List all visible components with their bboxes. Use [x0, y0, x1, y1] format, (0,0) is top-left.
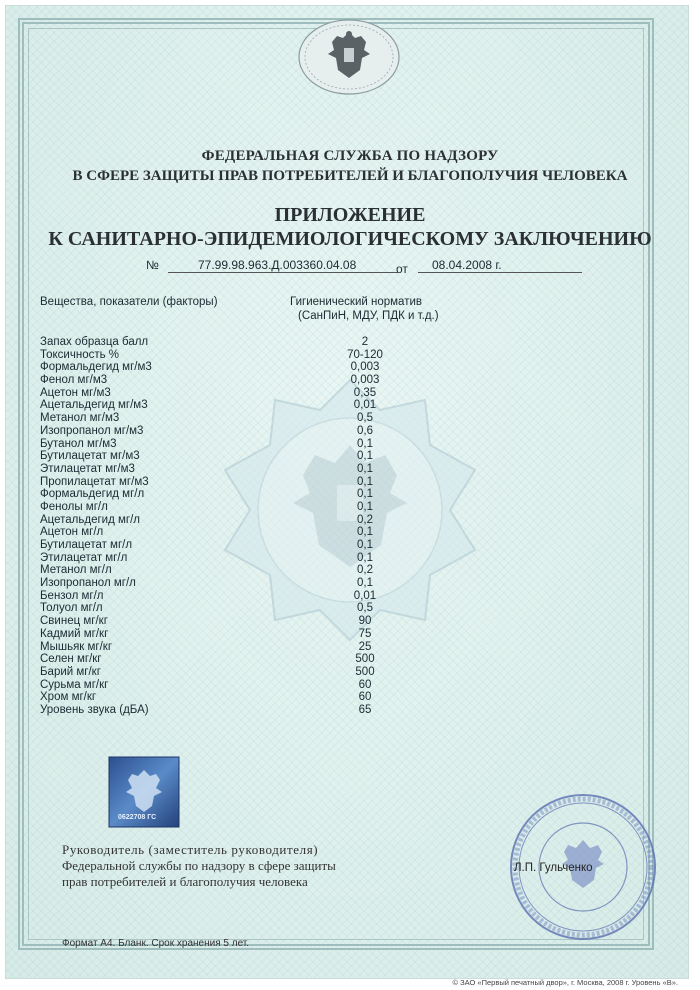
substance-name: Формальдегид мг/л — [40, 488, 145, 501]
document-subtitle: К САНИТАРНО-ЭПИДЕМИОЛОГИЧЕСКОМУ ЗАКЛЮЧЕНИЮ — [48, 228, 652, 250]
substance-name: Мышьяк мг/кг — [40, 640, 113, 653]
signatory-name: Л.П. Гульченко — [514, 862, 593, 874]
signatory-title-3: прав потребителей и благополучия человека — [62, 874, 308, 889]
norm-value: 0,1 — [357, 551, 373, 564]
norm-value: 75 — [358, 627, 372, 640]
date-label: от — [396, 262, 408, 276]
substance-name: Фенол мг/м3 — [40, 374, 108, 387]
norm-value: 0,1 — [357, 475, 373, 488]
norm-value: 0,1 — [357, 488, 373, 501]
substance-name: Барий мг/кг — [40, 665, 101, 678]
agency-line-1: ФЕДЕРАЛЬНАЯ СЛУЖБА ПО НАДЗОРУ — [201, 148, 499, 164]
signatory-title-2: Федеральной службы по надзору в сфере защиты — [62, 858, 336, 873]
blank-format-note: Формат А4. Бланк. Срок хранения 5 лет. — [62, 938, 250, 949]
substance-name: Изопропанол мг/м3 — [40, 424, 144, 437]
substance-name: Толуол мг/л — [40, 602, 103, 615]
norm-value: 0,2 — [357, 513, 373, 526]
norm-value: 25 — [358, 640, 372, 653]
substance-name: Селен мг/кг — [40, 653, 102, 666]
norm-value: 0,01 — [353, 399, 377, 412]
norm-value: 0,6 — [357, 424, 373, 437]
substance-name: Запах образца балл — [40, 336, 149, 348]
substance-name: Ацетальдегид мг/л — [40, 513, 141, 526]
substance-name: Изопропанол мг/л — [40, 577, 136, 590]
substance-name: Формальдегид мг/м3 — [40, 361, 152, 374]
norm-value: 0,1 — [357, 526, 373, 539]
norm-value: 0,1 — [357, 462, 373, 475]
column-substances: Вещества, показатели (факторы) — [40, 296, 218, 308]
agency-line-2: В СФЕРЕ ЗАЩИТЫ ПРАВ ПОТРЕБИТЕЛЕЙ И БЛАГОПОЛУЧИЯ ЧЕЛОВЕКА — [72, 168, 628, 184]
norm-value: 0,35 — [353, 386, 377, 399]
norm-value: 0,003 — [350, 374, 380, 387]
substance-name: Уровень звука (дБА) — [40, 703, 149, 716]
document-title: ПРИЛОЖЕНИЕ — [274, 204, 426, 226]
substance-name: Сурьма мг/кг — [40, 678, 109, 691]
substance-name: Токсичность % — [40, 348, 120, 361]
norm-value: 0,1 — [357, 577, 373, 590]
norm-value: 0,003 — [350, 361, 380, 374]
substance-name: Бензол мг/л — [40, 589, 104, 602]
norm-value: 0,5 — [357, 602, 373, 615]
column-norm-note: (СанПиН, МДУ, ПДК и т.д.) — [298, 310, 439, 322]
column-norm: Гигиенический норматив — [290, 296, 422, 308]
signatory-title-1: Руководитель (заместитель руководителя) — [62, 842, 319, 857]
substance-name: Свинец мг/кг — [40, 615, 108, 628]
substance-name: Кадмий мг/кг — [40, 627, 109, 640]
substance-name: Этилацетат мг/л — [40, 551, 128, 564]
coat-of-arms-icon — [296, 18, 402, 96]
substance-name: Бутилацетат мг/м3 — [40, 450, 140, 463]
substance-name: Фенолы мг/л — [40, 500, 108, 513]
printer-credit: © ЗАО «Первый печатный двор», г. Москва, 2008 г. Уровень «В». — [452, 978, 678, 987]
norm-value: 0,1 — [357, 500, 373, 513]
substance-name: Пропилацетат мг/м3 — [40, 475, 149, 488]
norm-value: 0,1 — [357, 437, 373, 450]
norm-value: 2 — [361, 336, 369, 348]
norm-value: 500 — [355, 665, 375, 678]
substance-name: Бутилацетат мг/л — [40, 539, 133, 551]
substance-name: Ацетон мг/л — [40, 526, 104, 539]
norm-value: 0,5 — [357, 412, 373, 425]
norm-value: 0,2 — [357, 564, 373, 577]
norm-value: 65 — [358, 703, 372, 716]
hologram-code: 0622708 ГС — [118, 814, 157, 821]
substance-name: Хром мг/кг — [40, 691, 97, 704]
norm-value: 0,1 — [357, 539, 373, 551]
document-date: 08.04.2008 г. — [418, 258, 582, 273]
number-label: № — [146, 258, 159, 272]
substance-name: Метанол мг/л — [40, 564, 112, 577]
document-number: 77.99.98.963.Д.003360.04.08 — [168, 258, 398, 273]
substance-name: Метанол мг/м3 — [40, 412, 120, 425]
substance-name: Ацетон мг/м3 — [40, 386, 111, 399]
substance-name: Этилацетат мг/м3 — [40, 462, 135, 475]
substance-name: Бутанол мг/м3 — [40, 437, 117, 450]
norm-value: 60 — [358, 678, 372, 691]
norm-value: 0,1 — [357, 450, 373, 463]
substance-name: Ацетальдегид мг/м3 — [40, 399, 148, 412]
norm-value: 60 — [358, 691, 372, 704]
norm-value: 90 — [358, 615, 372, 628]
norm-value: 500 — [355, 653, 375, 666]
norm-value: 70-120 — [347, 348, 383, 361]
norm-value: 0,01 — [353, 589, 377, 602]
